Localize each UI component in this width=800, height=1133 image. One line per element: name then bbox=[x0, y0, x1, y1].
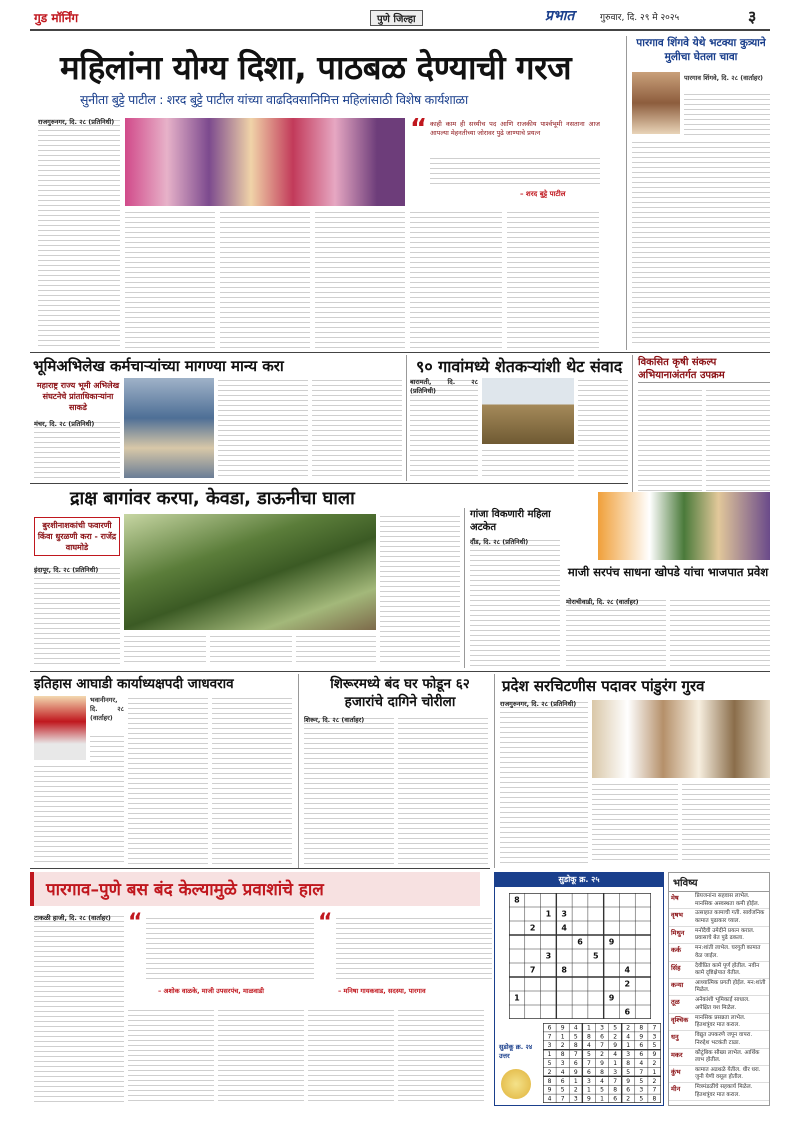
pradesh-body-col1 bbox=[500, 700, 588, 864]
grape-body-col4 bbox=[296, 634, 376, 666]
sudoku-title: सुडोकू क्र. २५ bbox=[495, 873, 663, 887]
sudoku-cell: 6 bbox=[586, 1068, 591, 1076]
sudoku-cell: 7 bbox=[613, 1077, 618, 1085]
sudoku-cell: 4 bbox=[547, 1095, 552, 1103]
sudoku-cell: 9 bbox=[560, 1024, 565, 1032]
bus-headline-box bbox=[30, 872, 480, 906]
bus-quote-2-author: – मनिषा गायकवाड, सदस्या, पारगाव bbox=[338, 987, 426, 995]
horoscope-text: मन:शांती लाभेल. घरगुती कामात वेळ जाईल. bbox=[695, 945, 761, 959]
sudoku-cell: 8 bbox=[573, 1042, 578, 1050]
farmers-photo bbox=[482, 378, 574, 444]
bus-dateline: टाकळी हाजी, दि. २८ (वार्ताहर) bbox=[34, 914, 111, 922]
sarpanch-headline: माजी सरपंच साधना खोपडे यांचा भाजपात प्रवेश bbox=[567, 565, 769, 579]
horoscope-row bbox=[669, 1066, 769, 1083]
farmers-dateline: बारामती, दि. २८ (प्रतिनिधी) bbox=[410, 378, 478, 395]
sidebar-dateline: पारगाव शिंगवे, दि. २८ (वार्ताहर) bbox=[684, 74, 763, 82]
sidebar-headline: पारगाव शिंगवे येथे भटक्या कुत्र्याने मुलीचा घेतला चावा bbox=[636, 37, 766, 63]
sudoku-cell: 2 bbox=[626, 1095, 631, 1103]
lead-subheadline: सुनीता बुट्टे पाटील : शरद बुट्टे पाटील यांच्या वाढदिवसानिमित्त महिलांसाठी विशेष कार्यशाळा bbox=[80, 92, 468, 107]
sudoku-cell: 3 bbox=[639, 1086, 644, 1094]
sudoku-cell: 5 bbox=[592, 951, 599, 961]
sudoku-cell: 4 bbox=[586, 1042, 591, 1050]
sudoku-cell: 3 bbox=[561, 909, 568, 919]
horoscope-text: आध्यात्मिक प्रगती होईल. मन:शांती मिळेल. bbox=[695, 979, 766, 994]
horoscope-text: कौटुंबिक सौख्य लाभेल. आर्थिक लाभ होतील. bbox=[695, 1049, 760, 1064]
bhumi-body-col1 bbox=[34, 420, 120, 478]
sudoku-cell: 5 bbox=[639, 1095, 644, 1103]
grape-headline: द्राक्ष बागांवर करपा, केवडा, डाऊनीचा घाला bbox=[70, 488, 355, 509]
bhumi-photo bbox=[124, 378, 214, 478]
sudoku-cell: 5 bbox=[613, 1024, 618, 1032]
bus-body-col4 bbox=[308, 1008, 394, 1104]
bus-quote-1-author: – अशोक वाळके, माजी उपसरपंच, माळवाडी bbox=[158, 987, 264, 995]
farmers-body-col1 bbox=[410, 378, 478, 478]
lead-body-col3 bbox=[220, 210, 310, 350]
sudoku-cell: 1 bbox=[586, 1024, 591, 1032]
krushi-headline: विकसित कृषी संकल्प अभियानाअंतर्गत उपक्रम bbox=[638, 356, 770, 383]
sudoku-cell: 4 bbox=[626, 1033, 631, 1041]
lead-body-col2 bbox=[125, 210, 215, 350]
lead-body-col5 bbox=[410, 210, 502, 350]
sudoku-cell: 3 bbox=[626, 1051, 631, 1059]
quote-mark-icon: “ bbox=[410, 114, 428, 144]
horoscope-row bbox=[669, 892, 769, 909]
farmers-body-col2 bbox=[482, 448, 574, 478]
sudoku-cell: 9 bbox=[652, 1051, 657, 1059]
sudoku-cell: 1 bbox=[560, 1033, 565, 1041]
horoscope-sign: वृश्चिक bbox=[671, 1015, 689, 1024]
sudoku-cell: 8 bbox=[514, 895, 520, 905]
horoscope-sign: कुंभ bbox=[671, 1067, 681, 1076]
sarpanch-body-col2 bbox=[670, 598, 770, 668]
bus-body-col5 bbox=[398, 1008, 484, 1104]
horoscope-sign: मकर bbox=[671, 1050, 683, 1059]
horoscope-sign: मिथुन bbox=[671, 928, 685, 937]
sudoku-cell: 7 bbox=[560, 1095, 565, 1103]
grape-dateline: इंदापूर, दि. २८ (प्रतिनिधी) bbox=[34, 566, 99, 574]
sidebar-dog-bite bbox=[632, 36, 770, 350]
pradesh-body-col3 bbox=[682, 782, 770, 864]
bus-body-col3 bbox=[218, 1008, 304, 1104]
horoscope-text: प्रियजनांना सहवास लाभेल. मानसिक अस्वस्थता कमी होईल. bbox=[695, 893, 760, 907]
sudoku-cell: 7 bbox=[652, 1024, 657, 1032]
sudoku-cell: 1 bbox=[652, 1068, 657, 1076]
sudoku-cell: 2 bbox=[613, 1033, 618, 1041]
bus-quote-1 bbox=[128, 910, 314, 1004]
sudoku-cell: 5 bbox=[652, 1042, 657, 1050]
sudoku-cell: 5 bbox=[547, 1060, 552, 1067]
sudoku-cell: 9 bbox=[639, 1033, 644, 1041]
sudoku-cell: 2 bbox=[573, 1086, 578, 1094]
sudoku-cell: 8 bbox=[613, 1086, 618, 1094]
pradesh-headline: प्रदेश सरचिटणीस पदावर पांडुरंग गुरव bbox=[502, 677, 705, 695]
sudoku-cell: 9 bbox=[586, 1095, 591, 1103]
horoscope-row bbox=[669, 1014, 769, 1031]
horoscope-row bbox=[669, 962, 769, 979]
horoscope-sign: सिंह bbox=[671, 963, 681, 972]
masthead bbox=[0, 0, 800, 30]
sudoku-cell: 3 bbox=[545, 951, 552, 961]
sudoku-cell: 2 bbox=[652, 1077, 657, 1085]
itihas-body-col3 bbox=[212, 696, 292, 864]
horoscope-sign: मीन bbox=[671, 1085, 681, 1094]
bus-body-col1 bbox=[34, 914, 124, 1104]
sudoku-cell: 6 bbox=[626, 1086, 631, 1094]
shirur-dateline: शिरूर, दि. २८ (वार्ताहर) bbox=[304, 716, 365, 724]
lead-body-col6 bbox=[507, 210, 599, 350]
horoscope-sign: कन्या bbox=[671, 980, 684, 989]
grape-kicker: बुरशीनाशकांची फवारणी किंवा धुरळणी करा - राजेंद्र वाघमोडे bbox=[34, 517, 120, 556]
sudoku-cell: 6 bbox=[577, 937, 583, 947]
sudoku-cell: 2 bbox=[600, 1051, 604, 1059]
sudoku-cell: 5 bbox=[600, 1086, 604, 1094]
sudoku-cell: 7 bbox=[586, 1060, 591, 1067]
horoscope-sign: कर्क bbox=[671, 946, 681, 955]
farmers-headline: ९० गावांमध्ये शेतकऱ्यांशी थेट संवाद bbox=[416, 357, 623, 376]
sudoku-cell: 4 bbox=[573, 1024, 578, 1032]
sudoku-cell: 2 bbox=[560, 1042, 565, 1050]
shirur-body-col1 bbox=[304, 716, 394, 864]
ganja-headline: गांजा विकणारी महिला अटकेत bbox=[470, 509, 551, 533]
lead-quote-author: – शरद बुट्टे पाटील bbox=[520, 190, 566, 198]
sudoku-cell: 2 bbox=[652, 1060, 657, 1067]
grape-body-col1 bbox=[34, 566, 120, 666]
sudoku-cell: 5 bbox=[639, 1077, 644, 1085]
pradesh-dateline: राजगुरुनगर, दि. २८ (प्रतिनिधी) bbox=[500, 700, 577, 708]
horoscope-text: विद्युत उपकरणे जपून वापरा. निरुद्देश भटकंती टाळा. bbox=[695, 1032, 753, 1046]
brand-logo: प्रभात bbox=[545, 8, 575, 24]
quote-mark-icon: “ bbox=[128, 910, 143, 935]
itihas-body-col2 bbox=[128, 696, 208, 864]
sarpanch-body-col1 bbox=[566, 598, 666, 668]
horoscope-text: कामात अडथळे येतील. धीर धरा. जुनी येणी वसूल होतील. bbox=[695, 1066, 761, 1081]
sarpanch-dateline: मोराचीवाडी, दि. २८ (वार्ताहर) bbox=[566, 598, 639, 606]
sudoku-cell: 9 bbox=[573, 1068, 578, 1076]
sudoku-cell: 4 bbox=[639, 1060, 644, 1067]
sudoku-cell: 7 bbox=[600, 1042, 604, 1050]
horoscope-box bbox=[668, 872, 770, 1106]
page-number: ३ bbox=[748, 7, 757, 26]
horoscope-sign: तूळ bbox=[671, 998, 680, 1007]
sudoku-cell: 6 bbox=[624, 1007, 631, 1017]
sudoku-cell: 1 bbox=[626, 1042, 631, 1050]
sudoku-cell: 2 bbox=[626, 1024, 631, 1032]
sudoku-cell: 5 bbox=[560, 1086, 565, 1094]
sudoku-grid bbox=[509, 893, 651, 1019]
lead-body-col4 bbox=[315, 210, 405, 350]
sudoku-cell: 4 bbox=[561, 923, 568, 933]
horoscope-text: उत्साहात कामाची गती. सार्वजनिक कामात पुढाकार घ्याल. bbox=[695, 910, 765, 924]
sudoku-cell: 8 bbox=[586, 1033, 591, 1041]
sudoku-cell: 7 bbox=[573, 1051, 578, 1059]
sudoku-cell: 3 bbox=[547, 1042, 552, 1050]
sudoku-cell: 6 bbox=[613, 1095, 618, 1103]
sudoku-cell: 8 bbox=[560, 1051, 565, 1059]
itihas-headline: इतिहास आघाडी कार्याध्यक्षपदी जाधवराव bbox=[34, 676, 234, 692]
shirur-body-col2 bbox=[398, 716, 488, 864]
sudoku-cell: 9 bbox=[608, 993, 615, 1003]
pradesh-photo bbox=[592, 700, 770, 778]
grape-body-col2 bbox=[124, 634, 206, 666]
bhumi-headline: भूमिअभिलेख कर्मचाऱ्यांच्या मागण्या मान्य करा bbox=[33, 357, 284, 375]
sudoku-cell: 7 bbox=[547, 1033, 552, 1041]
sudoku-cell: 1 bbox=[573, 1077, 578, 1085]
lead-photo bbox=[125, 118, 405, 206]
horoscope-row bbox=[669, 1049, 769, 1066]
sidebar-photo bbox=[632, 72, 680, 134]
lead-quote-box bbox=[410, 114, 600, 206]
sudoku-cell: 1 bbox=[547, 1051, 552, 1059]
horoscope-title: भविष्य bbox=[669, 873, 769, 892]
sudoku-cell: 6 bbox=[600, 1033, 604, 1041]
sudoku-cell: 6 bbox=[547, 1024, 552, 1032]
sudoku-cell: 4 bbox=[600, 1077, 604, 1085]
sudoku-cell: 8 bbox=[652, 1095, 657, 1103]
sudoku-cell: 3 bbox=[573, 1095, 578, 1103]
sudoku-cell: 8 bbox=[626, 1060, 631, 1067]
sudoku-cell: 2 bbox=[547, 1068, 552, 1076]
ganja-dateline: दौंड, दि. २८ (प्रतिनिधी) bbox=[470, 538, 529, 546]
horoscope-row bbox=[669, 1031, 769, 1048]
sudoku-cell: 1 bbox=[586, 1086, 591, 1094]
sudoku-cell: 1 bbox=[600, 1095, 604, 1103]
sudoku-cell: 6 bbox=[573, 1060, 578, 1067]
sudoku-cell: 6 bbox=[560, 1077, 565, 1085]
grape-body-col3 bbox=[210, 634, 292, 666]
horoscope-sign: वृषभ bbox=[671, 911, 683, 920]
horoscope-text: मित्रमंडळींचे सहकार्य मिळेल. हितशत्रूंवर मात कराल. bbox=[695, 1084, 753, 1098]
sudoku-cell: 3 bbox=[560, 1060, 565, 1067]
bus-headline: पारगाव–पुणे बस बंद केल्यामुळे प्रवाशांचे हाल bbox=[46, 880, 324, 900]
sudoku-cell: 4 bbox=[613, 1051, 618, 1059]
sudoku-cell: 3 bbox=[600, 1024, 604, 1032]
sudoku-cell: 3 bbox=[586, 1077, 591, 1085]
horoscope-row bbox=[669, 979, 769, 996]
bhumi-body-col3 bbox=[312, 378, 402, 478]
sudoku-cell: 3 bbox=[613, 1068, 618, 1076]
sudoku-cell: 9 bbox=[613, 1042, 618, 1050]
pradesh-body-col2 bbox=[592, 782, 678, 864]
itihas-photo bbox=[34, 696, 86, 760]
lead-headline: महिलांना योग्य दिशा, पाठबळ देण्याची गरज bbox=[60, 48, 572, 87]
bus-quote-2 bbox=[318, 910, 492, 1004]
sudoku-cell: 7 bbox=[652, 1086, 657, 1094]
lead-quote-text: काही काम ही सध्यीच पद आणि राजकीय पार्श्वभूमी नसताना आज आपल्या मेहनतीच्या जोरावर पुढे जाण्याचे प्रयत्न bbox=[430, 120, 600, 137]
horoscope-text: मानसिक प्रसन्नता लाभेल. हितशत्रूंवर मात कराल. bbox=[695, 1014, 746, 1029]
bhumi-dateline: मंचर, दि. २८ (प्रतिनिधी) bbox=[34, 420, 95, 428]
grape-body-col5 bbox=[380, 514, 460, 666]
ganja-body bbox=[470, 538, 560, 668]
itihas-dateline: भवानीनगर, दि. २८ (वार्ताहर) bbox=[90, 696, 124, 722]
quote-mark-icon: “ bbox=[318, 910, 333, 935]
sudoku-cell: 5 bbox=[586, 1051, 591, 1059]
sudoku-cell: 9 bbox=[600, 1060, 604, 1067]
sudoku-cell: 8 bbox=[547, 1077, 552, 1085]
horoscope-row bbox=[669, 996, 769, 1013]
bhumi-kicker: महाराष्ट्र राज्य भूमी अभिलेख संघटनेचे प्रांताधिकाऱ्यांना साकडे bbox=[36, 381, 120, 412]
sudoku-cell: 7 bbox=[639, 1068, 644, 1076]
sudoku-cell: 9 bbox=[608, 937, 615, 947]
horoscope-text: मनोदैवी उमेदीने प्रयत्न कराल. प्रवासाचे बेत पुढे ढकला. bbox=[695, 927, 755, 942]
bhumi-body-col2 bbox=[218, 378, 308, 478]
sudoku-cell: 5 bbox=[573, 1033, 578, 1041]
farmers-body-col3 bbox=[578, 378, 628, 478]
sudoku-cell: 8 bbox=[639, 1024, 644, 1032]
pencil-icon bbox=[501, 1069, 531, 1099]
lead-body-col1 bbox=[38, 118, 120, 350]
sudoku-cell: 6 bbox=[639, 1051, 644, 1059]
sudoku-cell: 9 bbox=[626, 1077, 631, 1085]
horoscope-row bbox=[669, 1083, 769, 1100]
sudoku-cell: 8 bbox=[600, 1068, 604, 1076]
sudoku-cell: 8 bbox=[561, 965, 568, 975]
horoscope-sign: धनु bbox=[671, 1033, 679, 1042]
sudoku-answer-label: सुडोकू क्र. २४ उत्तर bbox=[499, 1043, 533, 1060]
sudoku-cell: 1 bbox=[545, 909, 552, 919]
bus-body-col2 bbox=[128, 1008, 214, 1104]
horoscope-text: अनेकांशी भूमिकाई साधाल. अपेक्षित यश मिळेल. bbox=[695, 997, 750, 1011]
itihas-body-col1 bbox=[34, 764, 124, 864]
sudoku-cell: 1 bbox=[613, 1060, 618, 1067]
sudoku-cell: 7 bbox=[529, 965, 536, 975]
horoscope-row bbox=[669, 944, 769, 961]
sudoku-cell: 2 bbox=[624, 979, 631, 989]
issue-date: गुरुवार, दि. २९ मे २०२५ bbox=[600, 13, 680, 23]
bjp-photo bbox=[598, 492, 770, 560]
grape-photo bbox=[124, 514, 376, 630]
horoscope-text: देवीप्रित कामे पूर्ण होतील. नवीन कामे दृष्टिक्षेपात येतील. bbox=[695, 962, 760, 977]
sudoku-cell: 6 bbox=[639, 1042, 644, 1050]
sudoku-cell: 1 bbox=[514, 993, 520, 1003]
horoscope-sign: मेष bbox=[671, 894, 679, 902]
sudoku-cell: 3 bbox=[652, 1033, 657, 1041]
sudoku-box bbox=[494, 872, 664, 1106]
sudoku-cell: 2 bbox=[529, 923, 536, 933]
sudoku-cell: 9 bbox=[547, 1086, 552, 1094]
shirur-headline: शिरूरमध्ये बंद घर फोडून ६२ हजारांचे दागिने चोरीला bbox=[330, 676, 470, 710]
district-label: पुणे जिल्हा bbox=[370, 10, 423, 26]
sudoku-cell: 5 bbox=[626, 1068, 631, 1076]
sudoku-cell: 4 bbox=[624, 965, 631, 975]
sudoku-cell: 4 bbox=[560, 1068, 565, 1076]
horoscope-row bbox=[669, 909, 769, 926]
sudoku-answer-grid bbox=[543, 1023, 661, 1103]
horoscope-row bbox=[669, 927, 769, 944]
section-label: गुड मॉर्निंग bbox=[34, 11, 79, 25]
lead-dateline: राजगुरुनगर, दि. २८ (प्रतिनिधी) bbox=[38, 118, 115, 126]
